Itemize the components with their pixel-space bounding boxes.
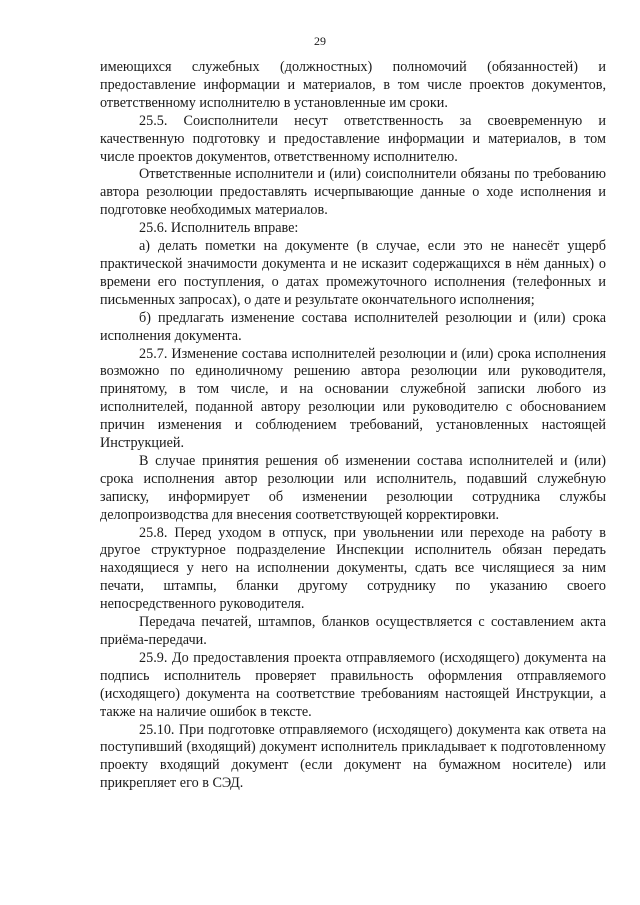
paragraph-responsible-executors: Ответственные исполнители и (или) соисполнители обязаны по требованию автора резолюции предоставлять исчерпывающие данные о ходе исполнения и подготовке необходимых материалов. <box>100 166 606 219</box>
document-body <box>100 59 606 793</box>
paragraph-25-6-b: б) предлагать изменение состава исполнителей резолюции и (или) срока исполнения документа. <box>100 309 606 344</box>
paragraph-25-6-a: а) делать пометки на документе (в случае, если это не нанесёт ущерб практической значимости документа и не исказит содержащихся в нём данных) о времени его поступления, о датах промежуточного исполнения (телефонных и письменных запросах), о дате и результате окончательного исполнения; <box>100 238 606 308</box>
paragraph-25-9: 25.9. До предоставления проекта отправляемого (исходящего) документа на подпись исполнитель проверяет правильность оформления отправляемого (исходящего) документа на соответствие требованиям настоящей Инструкции, а также на наличие ошибок в тексте. <box>100 649 606 720</box>
paragraph-25-8: 25.8. Перед уходом в отпуск, при увольнении или переходе на работу в другое структурное подразделение Инспекции исполнитель обязан передать находящиеся у него на исполнении документы, сдать все числящиеся за ним печати, штампы, бланки другому сотруднику по указанию своего непосредственного руководителя. <box>100 524 606 613</box>
paragraph-25-10: 25.10. При подготовке отправляемого (исходящего) документа как ответа на поступивший (входящий) документ исполнитель прикладывает к подготовленному проекту входящий документ (если документ на бумажном носителе) или прикрепляет его в СЭД. <box>100 721 606 792</box>
paragraph-25-6: 25.6. Исполнитель вправе: <box>139 220 299 237</box>
paragraph-continuation: имеющихся служебных (должностных) полномочий (обязанностей) и предоставление информации и материалов, в том числе проектов документов, ответственному исполнителю в установленные им сроки. <box>100 59 606 111</box>
page-number: 29 <box>314 34 326 48</box>
paragraph-25-7: 25.7. Изменение состава исполнителей резолюции и (или) срока исполнения возможно по единоличному решению автора резолюции или руководителя, принятому, в том числе, и на основании служебной записки любого из исполнителей, поданной автору резолюции или руководителю с обоснованием причин изменения и соблюдением требований, установленных настоящей Инструкцией. <box>100 345 606 452</box>
paragraph-25-5: 25.5. Соисполнители несут ответственность за своевременную и качественную подготовку и предоставление информации и материалов, в том числе проектов документов, ответственному исполнителю. <box>100 112 606 165</box>
paragraph-decision-change: В случае принятия решения об изменении состава исполнителей и (или) срока исполнения автор резолюции или исполнитель, подавший служебную записку, информирует об изменении резолюции сотрудника службы делопроизводства для внесения соответствующей корректировки. <box>100 452 606 523</box>
paragraph-stamps-transfer: Передача печатей, штампов, бланков осуществляется с составлением акта приёма-передачи. <box>100 614 606 648</box>
